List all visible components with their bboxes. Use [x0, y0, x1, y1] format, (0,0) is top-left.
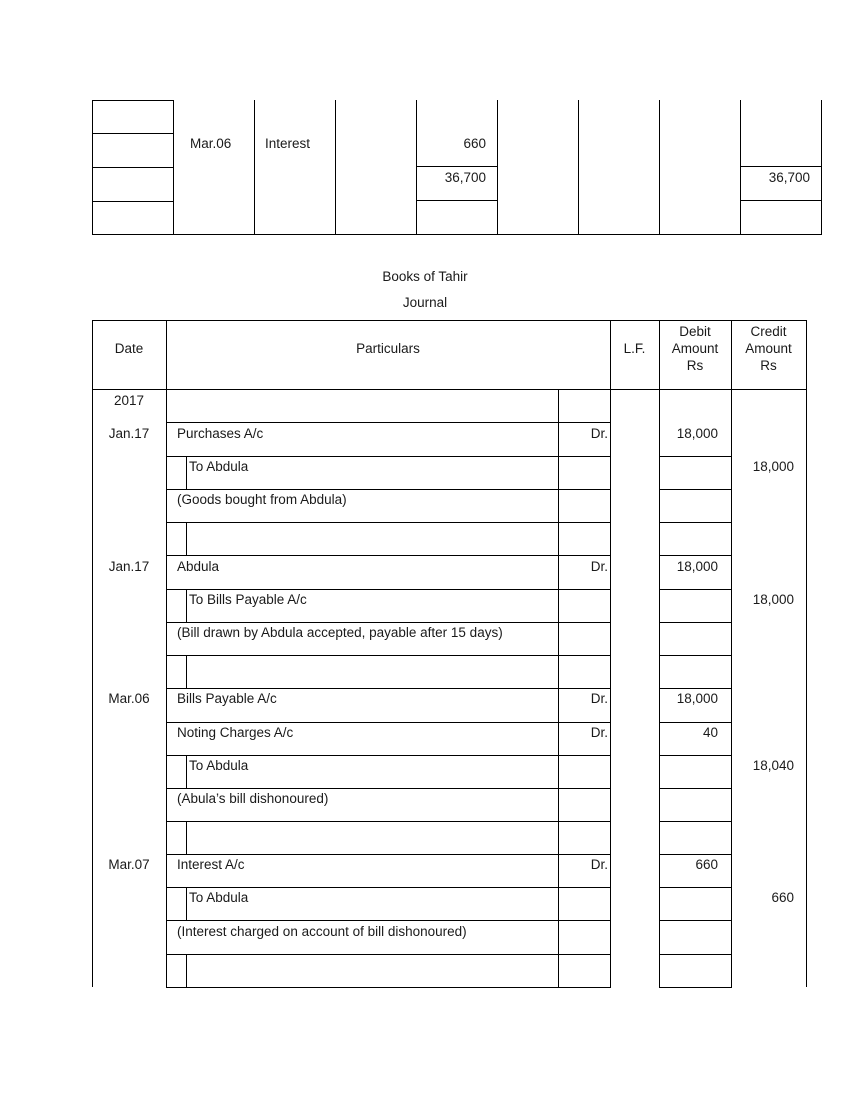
- row-particulars: To Bills Payable A/c: [189, 592, 307, 607]
- row-debit: 660: [695, 857, 718, 872]
- header-date: Date: [114, 341, 144, 356]
- rule: [806, 320, 807, 987]
- rule: [659, 622, 732, 623]
- rule: [166, 821, 611, 822]
- book-title: Books of Tahir: [382, 269, 468, 284]
- rule: [659, 589, 732, 590]
- rule: [740, 200, 822, 201]
- row-date: Mar.06: [108, 691, 150, 706]
- rule: [186, 589, 187, 622]
- header-debit: [659, 323, 731, 374]
- rule: [416, 200, 498, 201]
- header-debit-line: Rs: [686, 358, 704, 373]
- rule: [659, 688, 732, 689]
- row-narration: (Bill drawn by Abdula accepted, payable after 15 days): [177, 625, 503, 640]
- row-credit: 660: [771, 890, 794, 905]
- rule: [92, 167, 174, 168]
- rule: [254, 100, 255, 235]
- rule: [92, 133, 174, 134]
- rule: [166, 755, 611, 756]
- rule: [335, 100, 336, 235]
- row-dr: Dr.: [590, 559, 608, 574]
- ledger-credit-total: 36,700: [768, 170, 810, 185]
- header-credit-line: Credit: [750, 324, 787, 339]
- rule: [659, 722, 732, 723]
- row-credit: 18,000: [752, 592, 794, 607]
- row-particulars: Noting Charges A/c: [177, 725, 294, 740]
- rule: [416, 166, 498, 167]
- journal-title: Journal: [402, 295, 448, 310]
- rule: [186, 755, 187, 788]
- row-particulars: To Abdula: [189, 890, 249, 905]
- row-narration: (Goods bought from Abdula): [177, 492, 347, 507]
- rule: [659, 788, 732, 789]
- rule: [166, 987, 611, 988]
- row-narration: (Interest charged on account of bill dishonoured): [177, 924, 467, 939]
- rule: [659, 655, 732, 656]
- rule: [166, 389, 611, 390]
- rule: [166, 920, 611, 921]
- rule: [659, 954, 732, 955]
- rule: [659, 854, 732, 855]
- header-lf: L.F.: [623, 341, 646, 356]
- rule: [92, 100, 174, 101]
- rule: [166, 589, 611, 590]
- rule: [166, 522, 611, 523]
- rule: [166, 622, 611, 623]
- rule: [659, 987, 732, 988]
- rule: [659, 522, 732, 523]
- rule: [166, 887, 611, 888]
- rule: [166, 722, 611, 723]
- rule: [166, 655, 611, 656]
- header-debit-line: Amount: [671, 341, 719, 356]
- rule: [166, 489, 611, 490]
- rule: [92, 320, 807, 321]
- row-dr: Dr.: [590, 725, 608, 740]
- ledger-date: Mar.06: [190, 136, 232, 151]
- rule: [186, 887, 187, 920]
- row-particulars: To Abdula: [189, 758, 249, 773]
- rule: [166, 954, 611, 955]
- rule: [497, 100, 498, 235]
- row-date: Jan.17: [108, 559, 150, 574]
- header-credit: [731, 323, 806, 374]
- rule: [186, 954, 187, 987]
- rule: [659, 456, 732, 457]
- row-credit: 18,000: [752, 459, 794, 474]
- row-date: Mar.07: [108, 857, 150, 872]
- year-label: 2017: [113, 393, 145, 408]
- header-credit-line: Amount: [745, 341, 792, 356]
- row-date: Jan.17: [108, 426, 150, 441]
- row-dr: Dr.: [590, 857, 608, 872]
- header-particulars: Particulars: [356, 341, 420, 356]
- ledger-debit-total: 36,700: [444, 170, 486, 185]
- row-narration: (Abula’s bill dishonoured): [177, 791, 329, 806]
- rule: [166, 456, 611, 457]
- row-dr: Dr.: [590, 691, 608, 706]
- rule: [578, 100, 579, 235]
- rule: [821, 100, 822, 235]
- rule: [659, 887, 732, 888]
- header-debit-line: Debit: [679, 324, 711, 339]
- rule: [416, 100, 417, 235]
- rule: [659, 489, 732, 490]
- rule: [166, 555, 611, 556]
- row-particulars: Interest A/c: [177, 857, 245, 872]
- rule: [92, 100, 93, 235]
- rule: [166, 688, 611, 689]
- rule: [166, 788, 611, 789]
- rule: [740, 166, 822, 167]
- row-particulars: Abdula: [177, 559, 220, 574]
- rule: [659, 755, 732, 756]
- row-particulars: To Abdula: [189, 459, 249, 474]
- rule: [659, 821, 732, 822]
- row-particulars: Purchases A/c: [177, 426, 264, 441]
- rule: [92, 320, 93, 987]
- rule: [173, 100, 174, 235]
- row-credit: 18,040: [752, 758, 794, 773]
- rule: [186, 456, 187, 489]
- rule: [659, 100, 660, 235]
- header-credit-line: Rs: [760, 358, 777, 373]
- rule: [166, 422, 611, 423]
- rule: [659, 920, 732, 921]
- row-debit: 40: [702, 725, 718, 740]
- rule: [186, 821, 187, 854]
- row-debit: 18,000: [676, 559, 718, 574]
- row-debit: 18,000: [676, 426, 718, 441]
- rule: [186, 522, 187, 555]
- rule: [92, 201, 174, 202]
- row-particulars: Bills Payable A/c: [177, 691, 277, 706]
- rule: [186, 655, 187, 688]
- rule: [740, 100, 741, 235]
- ledger-amount: 660: [463, 136, 486, 151]
- row-dr: Dr.: [590, 426, 608, 441]
- ledger-particulars: Interest: [265, 136, 311, 151]
- rule: [92, 234, 174, 235]
- rule: [659, 555, 732, 556]
- rule: [166, 854, 611, 855]
- row-debit: 18,000: [676, 691, 718, 706]
